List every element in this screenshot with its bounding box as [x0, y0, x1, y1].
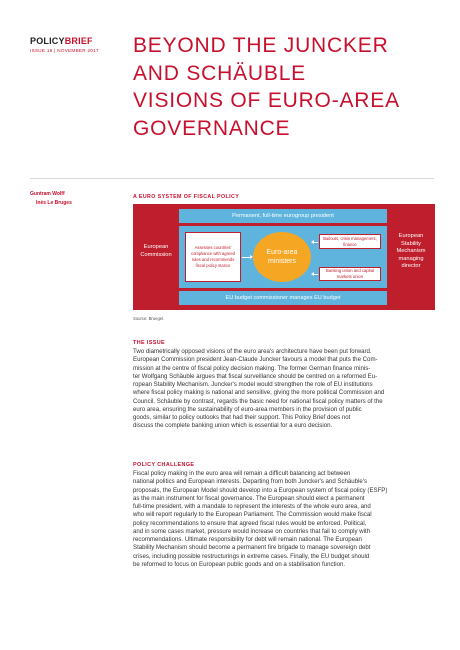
arrow-left-icon	[312, 274, 318, 275]
paragraph-line: full-time president, with a mandate to represent the interests of the whole euro area, and	[133, 503, 371, 510]
paragraph-line: European Commission president Jean-Claude Juncker favours a model that puts the Com-	[133, 356, 378, 364]
paragraph-line: policy recommendations to ensure that agreed fiscal rules would be enforced. Political,	[133, 519, 367, 527]
paragraph-line: crises, including possible restructurings in extreme cases. Finally, the EU budget should	[133, 552, 370, 560]
publication-brand	[30, 36, 122, 46]
document-title	[133, 32, 443, 142]
title-line: BEYOND THE JUNCKER	[133, 34, 389, 57]
paragraph-line: goods, similar to policy outlooks that had their support. This Policy Brief does not	[133, 414, 351, 421]
section-heading: POLICY CHALLENGE	[133, 462, 195, 468]
brand-brief: BRIEF	[64, 36, 93, 46]
author-list	[30, 190, 120, 208]
paragraph-line: where fiscal policy making is national and sensitive, giving the more political Commission and	[133, 389, 385, 397]
paragraph-line: and in some cases market, pressure would increase on countries that fail to comply with	[133, 527, 371, 535]
title-line: VISIONS OF EURO-AREA	[133, 89, 400, 112]
paragraph-line: recommendations. Ultimate responsibility for debt will remain national. The European	[133, 536, 362, 543]
header-divider	[30, 178, 434, 179]
euro-area-ministers-text: Euro-area ministers	[266, 249, 298, 265]
paragraph-line: Two diametrically opposed visions of the euro area's architecture have been put forward.	[133, 348, 372, 355]
banking-union-box	[319, 267, 381, 281]
esm-director-label: European Stability Mechanism managing director	[396, 233, 426, 270]
figure-title: A EURO SYSTEM OF FISCAL POLICY	[133, 194, 240, 200]
commission-assessment-text: Assesses countries' compliance with agreed rules and recommends fiscal policy stance	[191, 245, 235, 268]
fiscal-system-diagram	[133, 204, 435, 310]
european-commission-label: European Commission	[140, 244, 172, 258]
arrow-right-icon	[242, 257, 252, 258]
paragraph-line: discuss the complete banking union which is essential for a euro decision.	[133, 422, 333, 430]
paragraph-line: mission at the centre of fiscal policy decision making. The former German finance minis-	[133, 364, 371, 372]
paragraph-line: ter Wolfgang Schäuble argues that fiscal surveillance should be centred on a reformed Eu-	[133, 372, 378, 380]
crisis-management-text: Bailouts, crisis management, finance	[323, 235, 377, 247]
policy-challenge-section	[133, 462, 435, 569]
paragraph-line: proposals, the European Model should develop into a European system of fiscal policy (ESFP)	[133, 486, 388, 494]
paragraph-line: as the main instrument for fiscal governance. The European should elect a permanent	[133, 494, 365, 502]
masthead	[30, 36, 122, 53]
paragraph-line: be reformed to focus on European public goods and on a stabilisation function.	[133, 560, 346, 568]
banking-union-text: Banking union and capital markets union	[326, 268, 374, 279]
crisis-management-box	[319, 234, 381, 249]
paragraph-line: Council. Schäuble by contrast, regards the basic need for national fiscal policy matters of the	[133, 397, 383, 405]
title-line: AND SCHÄUBLE	[133, 61, 306, 85]
issue-section	[133, 340, 435, 431]
brand-policy: POLICY	[30, 36, 65, 46]
paragraph-line: euro area, ensuring the sustainability of euro-area members in the provision of public	[133, 405, 362, 413]
figure-source: Source: Bruegel.	[133, 316, 165, 321]
author-name: Guntram Wolff	[30, 191, 65, 197]
euro-area-ministers-circle	[253, 232, 311, 282]
eu-budget-bar: EU budget commissioner manages EU budget	[179, 291, 387, 305]
section-heading: THE ISSUE	[133, 340, 166, 346]
paragraph-line: ropean Stability Mechanism. Juncker's model would strengthen the role of EU institutions	[133, 381, 373, 388]
commission-assessment-box	[185, 232, 241, 282]
paragraph-line: Stability Mechanism should become a permanent fire brigade to manage sovereign debt	[133, 544, 371, 552]
paragraph-line: national politics and European interests. Departing from both Juncker's and Schäuble's	[133, 478, 368, 486]
paragraph-line: who will report regularly to the European Parliament. The Commission would make fiscal	[133, 511, 372, 519]
arrow-left-icon	[312, 242, 318, 243]
author-name: Inès Le Bruges	[36, 200, 72, 206]
eurogroup-president-bar: Permanent, full-time eurogroup president	[179, 209, 387, 223]
title-line: GOVERNANCE	[133, 116, 291, 140]
issue-line: ISSUE 16 | NOVEMBER 2017	[30, 48, 99, 53]
paragraph-line: Fiscal policy making in the euro area will remain a difficult balancing act between	[133, 470, 351, 477]
